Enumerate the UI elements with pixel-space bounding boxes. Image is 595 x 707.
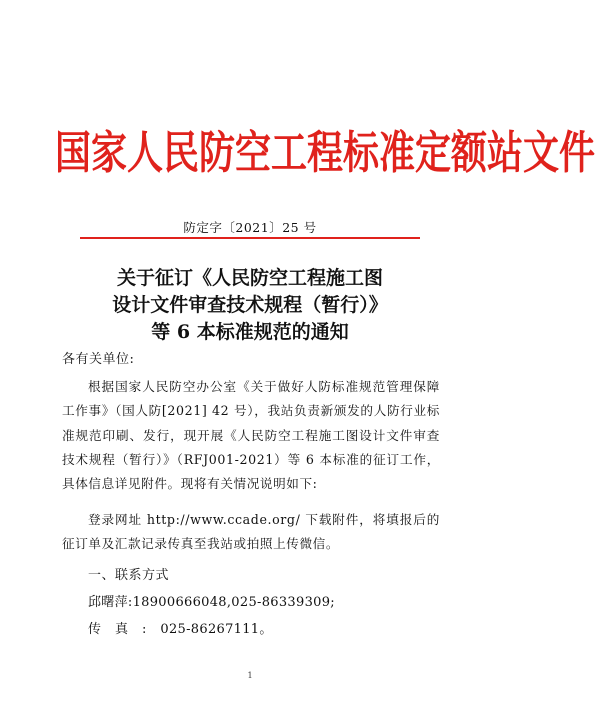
notice-title <box>0 265 500 346</box>
paragraph-2: 登录网址 http://www.ccade.org/ 下载附件，将填报后的征订单及汇款记录传真至我站或拍照上传微信。 <box>62 512 440 552</box>
contact-line-phone <box>88 591 335 610</box>
paragraph-1: 根据国家人民防空办公室《关于做好人防标准规范管理保障工作事》（国人防[2021] 42 号），我站负责新颁发的人防行业标准规范印刷、发行，现开展《人民防空工程施工图设计文件审查技术规程（暂行）》（RFJ001-2021）等 6 本标准的征订工作，具体信息详见附件。现将有关情况说明如下: <box>62 379 440 492</box>
contact-value: 18900666048,025-86339309; <box>132 595 335 610</box>
letterhead-title: 国家人民防空工程标准定额站文件 <box>55 128 595 180</box>
section-heading-contact: 一、联系方式 <box>88 568 170 583</box>
title-line-2: 设计文件审查技术规程（暂行）》 <box>112 294 388 316</box>
page-number: 1 <box>247 671 253 680</box>
title-line-3: 等 6 本标准规范的通知 <box>151 321 349 343</box>
salutation: 各有关单位: <box>62 352 135 367</box>
contact-label: 邱曙萍: <box>88 595 133 610</box>
contact-line-fax <box>88 618 273 637</box>
contact-label: 传真: <box>88 622 161 637</box>
document-number: 防定字〔2021〕25 号 <box>183 220 317 235</box>
contact-value: 025-86267111。 <box>160 622 273 637</box>
title-line-1: 关于征订《人民防空工程施工图 <box>116 267 383 289</box>
red-divider <box>80 237 420 239</box>
